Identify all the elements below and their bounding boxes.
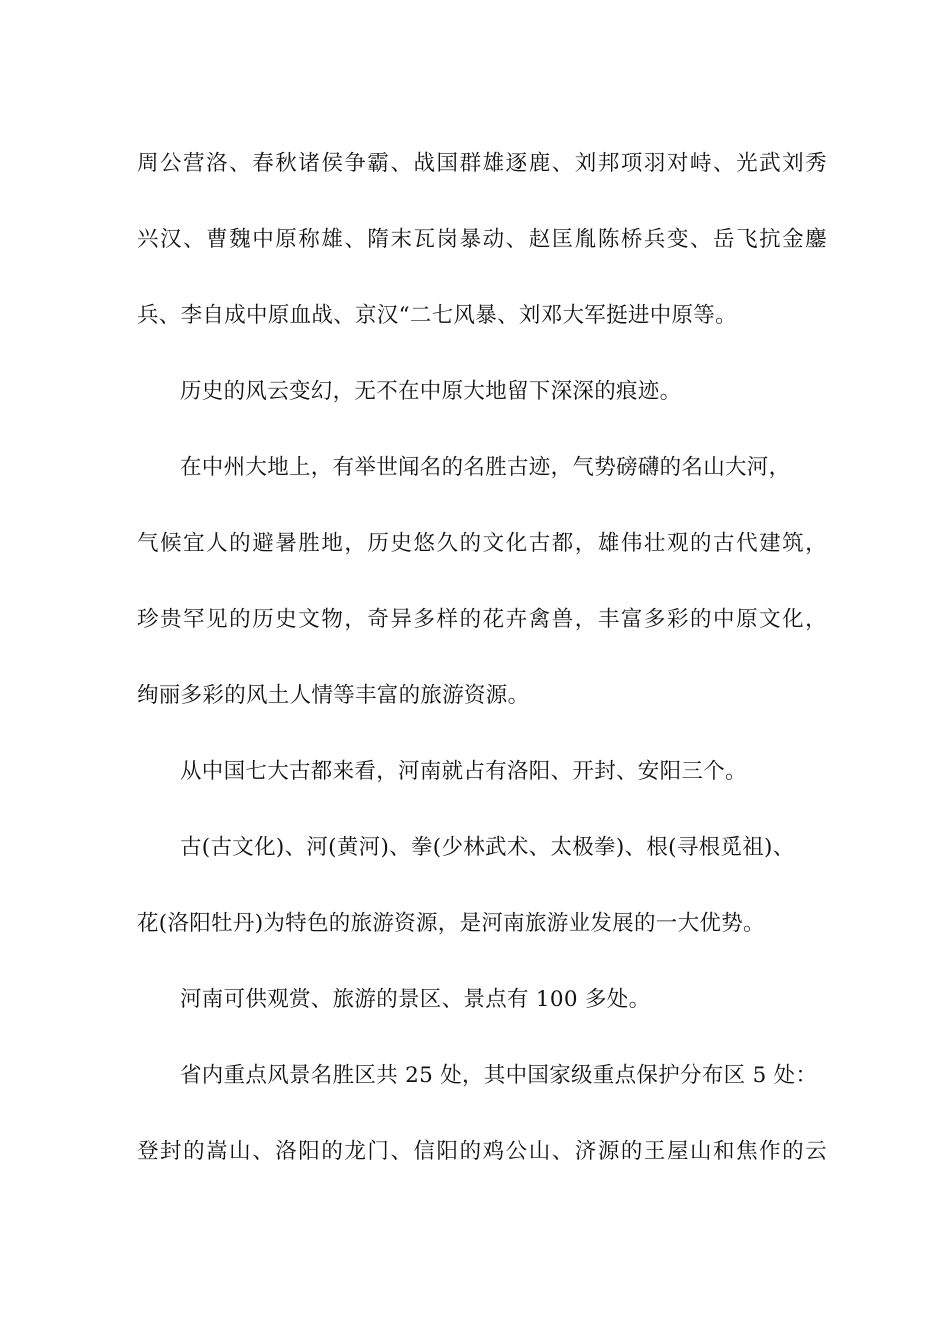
paragraph-first-line: 从中国七大古都来看，河南就占有洛阳、开封、安阳三个。 bbox=[180, 759, 747, 784]
text-line: 兴汉、曹魏中原称雄、隋末瓦岗暴动、赵匡胤陈桥兵变、岳飞抗金鏖 bbox=[137, 227, 827, 252]
text-line: 登封的嵩山、洛阳的龙门、信阳的鸡公山、济源的王屋山和焦作的云 bbox=[137, 1139, 827, 1164]
paragraph-first-line: 在中州大地上，有举世闻名的名胜古迹，气势磅礴的名山大河， bbox=[180, 455, 791, 480]
text-line: 兵、李自成中原血战、京汉“二七风暴、刘邓大军挺进中原等。 bbox=[137, 303, 737, 328]
text-line: 周公营洛、春秋诸侯争霸、战国群雄逐鹿、刘邦项羽对峙、光武刘秀 bbox=[137, 151, 827, 176]
paragraph-first-line: 河南可供观赏、旅游的景区、景点有 100 多处。 bbox=[180, 987, 651, 1012]
paragraph-first-line: 省内重点风景名胜区共 25 处，其中国家级重点保护分布区 5 处： bbox=[180, 1063, 818, 1088]
text-line: 珍贵罕见的历史文物，奇异多样的花卉禽兽，丰富多彩的中原文化， bbox=[137, 607, 827, 632]
paragraph-first-line: 历史的风云变幻，无不在中原大地留下深深的痕迹。 bbox=[180, 379, 682, 404]
text-line: 气候宜人的避暑胜地，历史悠久的文化古都，雄伟壮观的古代建筑， bbox=[137, 531, 827, 556]
paragraph-first-line: 古(古文化)、河(黄河)、拳(少林武术、太极拳)、根(寻根觅祖)、 bbox=[180, 835, 795, 860]
text-line: 绚丽多彩的风土人情等丰富的旅游资源。 bbox=[137, 683, 530, 708]
text-line: 花(洛阳牡丹)为特色的旅游资源，是河南旅游业发展的一大优势。 bbox=[137, 911, 765, 936]
document-body bbox=[137, 140, 827, 1204]
